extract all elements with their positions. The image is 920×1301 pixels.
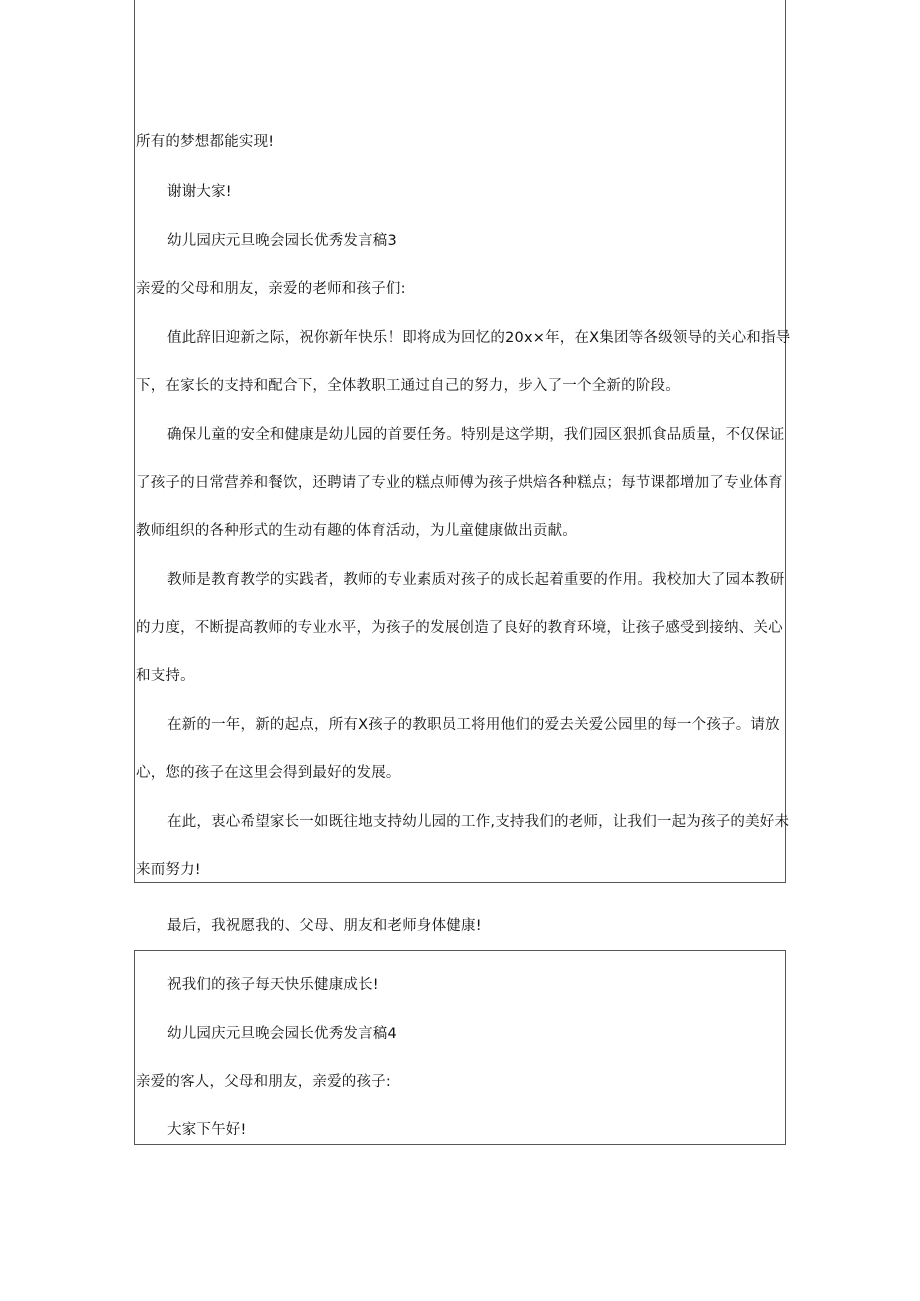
- paragraph-line: 在新的一年，新的起点，所有X孩子的教职员工将用他们的爱去关爱公园里的每一个孩子。请放: [167, 717, 780, 733]
- paragraph-line: 教师组织的各种形式的生动有趣的体育活动，为儿童健康做出贡献。: [136, 523, 577, 539]
- paragraph-line: 了孩子的日常营养和餐饮，还聘请了专业的糕点师傅为孩子烘焙各种糕点；每节课都增加了专业体育: [136, 475, 783, 491]
- paragraph-line: 最后，我祝愿我的、父母、朋友和老师身体健康!: [167, 918, 482, 934]
- paragraph-line: 教师是教育教学的实践者，教师的专业素质对孩子的成长起着重要的作用。我校加大了园本教研: [167, 572, 785, 588]
- salutation: 亲爱的客人，父母和朋友，亲爱的孩子:: [136, 1074, 391, 1090]
- paragraph-line: 值此辞旧迎新之际，祝你新年快乐！即将成为回忆的20x×年，在X集团等各级领导的关心和指导: [167, 330, 791, 346]
- section-heading: 幼儿园庆元旦晚会园长优秀发言稿4: [167, 1026, 397, 1042]
- paragraph-line: 下，在家长的支持和配合下，全体教职工通过自己的努力，步入了一个全新的阶段。: [136, 378, 680, 394]
- paragraph-line: 谢谢大家!: [167, 184, 232, 200]
- section-heading: 幼儿园庆元旦晚会园长优秀发言稿3: [167, 233, 397, 249]
- paragraph-line: 来而努力!: [136, 862, 201, 878]
- paragraph-line: 祝我们的孩子每天快乐健康成长!: [167, 977, 379, 993]
- paragraph-line: 所有的梦想都能实现!: [136, 134, 275, 150]
- paragraph-line: 确保儿童的安全和健康是幼儿园的首要任务。特别是这学期，我们园区狠抓食品质量，不仅保证: [167, 427, 785, 443]
- paragraph-line: 的力度，不断提高教师的专业水平，为孩子的发展创造了良好的教育环境，让孩子感受到接纳、关心: [136, 620, 783, 636]
- paragraph-line: 心，您的孩子在这里会得到最好的发展。: [136, 765, 401, 781]
- paragraph-line: 在此，衷心希望家长一如既往地支持幼儿园的工作,支持我们的老师，让我们一起为孩子的美好未: [167, 814, 790, 830]
- paragraph-line: 和支持。: [136, 668, 195, 684]
- paragraph-line: 大家下午好!: [167, 1122, 247, 1138]
- salutation: 亲爱的父母和朋友，亲爱的老师和孩子们:: [136, 281, 406, 297]
